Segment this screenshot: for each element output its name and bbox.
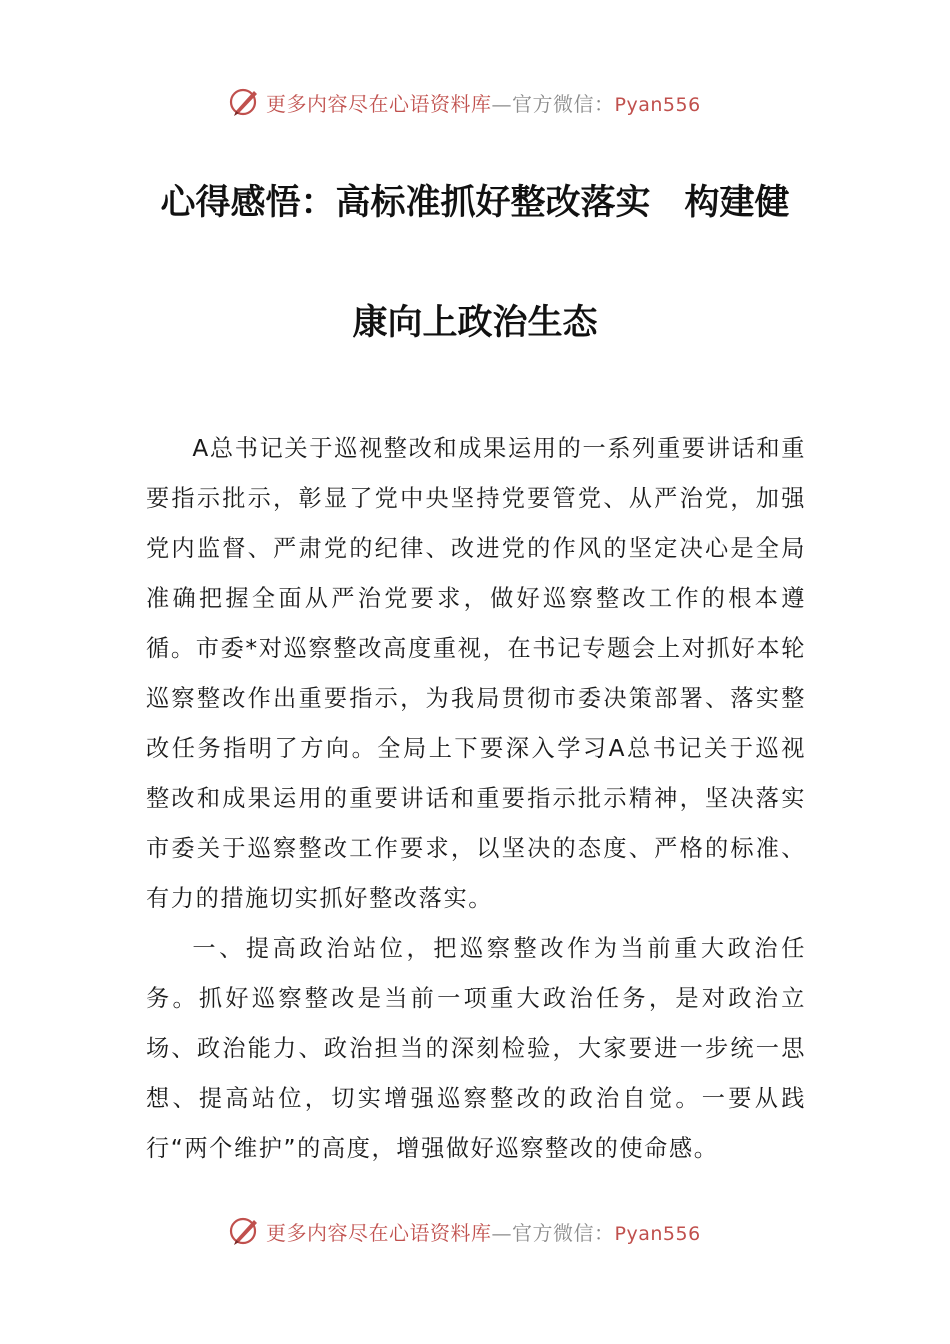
banner-text <box>266 1217 701 1246</box>
banner-text <box>266 88 701 117</box>
banner-dash: — <box>491 1220 512 1245</box>
document-title-line2: 康向上政治生态 <box>352 302 598 343</box>
paragraph-2: 一、提高政治站位，把巡察整改作为当前重大政治任务。抓好巡察整改是当前一项重大政治任务，是对政治立场、政治能力、政治担当的深刻检验，大家要进一步统一思想、提高站位，切实增强巡察整改的政治自觉。一要从践行“两个维护”的高度，增强做好巡察整改的使命感。 <box>146 935 806 1162</box>
banner-official: 官方微信： <box>512 91 615 116</box>
title-part1: 心得感悟：高标准抓好整改落实 <box>160 182 651 223</box>
paragraph-1: A总书记关于巡视整改和成果运用的一系列重要讲话和重要指示批示，彰显了党中央坚持党要管党、从严治党，加强党内监督、严肃党的纪律、改进党的作风的坚定决心是全局准确把握全面从严治党要求，做好巡察整改工作的根本遵循。市委*对巡察整改高度重视，在书记专题会上对抓好本轮巡察整改作出重要指示，为我局贯彻市委决策部署、落实整改任务指明了方向。全局上下要深入学习A总书记关于巡视整改和成果运用的重要讲话和重要指示批示精神，坚决落实市委关于巡察整改工作要求，以坚决的态度、严格的标准、有力的措施切实抓好整改落实。 <box>146 435 806 912</box>
pen-quill-logo-icon <box>228 1214 262 1248</box>
banner-lead: 更多内容尽在心语资料库 <box>266 1220 492 1245</box>
header-banner <box>228 82 748 122</box>
banner-wechat-id: Pyan556 <box>614 1222 701 1245</box>
banner-dash: — <box>491 91 512 116</box>
document-body <box>146 424 806 1174</box>
banner-wechat-id: Pyan556 <box>614 93 701 116</box>
pen-quill-logo-icon <box>228 85 262 119</box>
banner-lead: 更多内容尽在心语资料库 <box>266 91 492 116</box>
banner-official: 官方微信： <box>512 1220 615 1245</box>
document-title-line1 <box>0 175 950 225</box>
title-part2: 构建健 <box>684 182 790 223</box>
footer-banner <box>228 1211 748 1251</box>
